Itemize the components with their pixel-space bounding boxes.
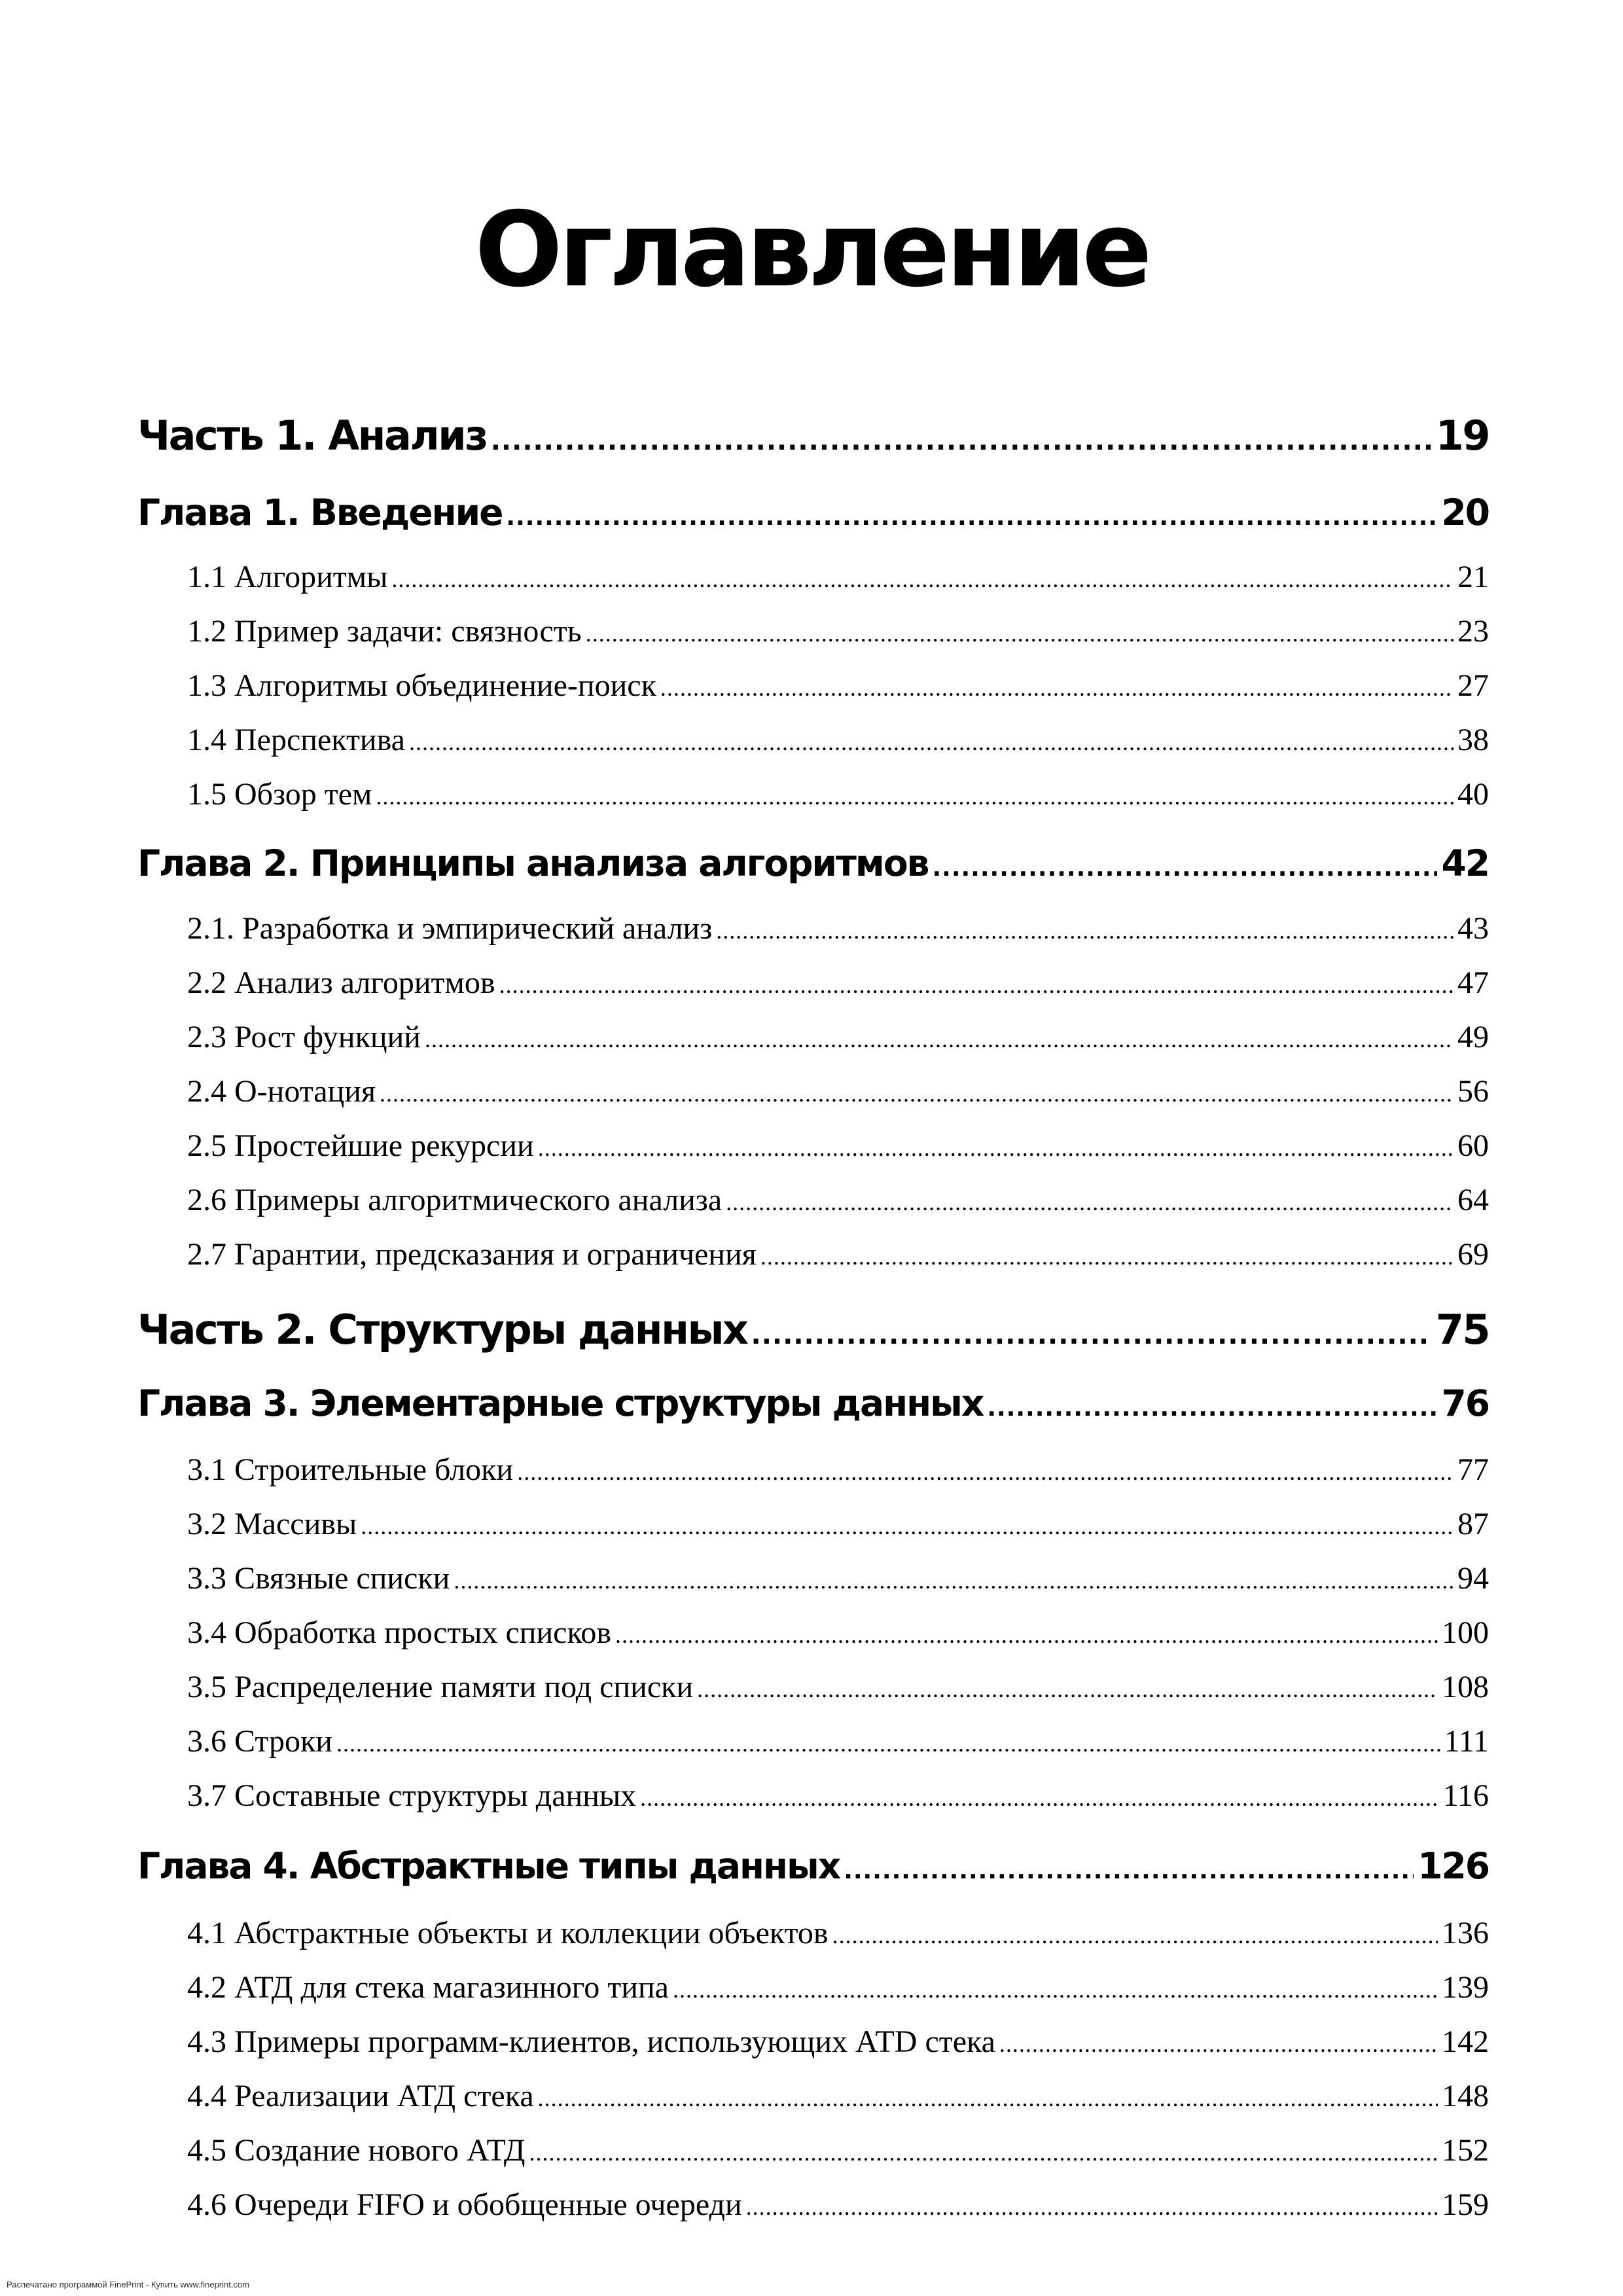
toc-label: 1.4 Перспектива [187,723,405,757]
toc-label: 3.1 Строительные блоки [187,1452,514,1487]
toc-chapter [137,1380,1489,1426]
toc-part [137,1305,1489,1355]
toc-section [187,1968,1489,2007]
toc-page-number: 111 [1444,1724,1489,1759]
toc-label: 1.2 Пример задачи: связность [187,614,582,649]
toc-chapter [137,490,1489,535]
dot-leader [615,1615,1438,1655]
toc-label: 3.3 Связные списки [187,1561,450,1596]
toc-page-number: 142 [1442,2024,1489,2059]
toc-page-number: 136 [1442,1916,1489,1950]
dot-leader [716,911,1454,950]
toc-label: 3.5 Распределение памяти под списки [187,1670,694,1704]
toc-section [187,1181,1489,1220]
toc-page-number: 159 [1442,2187,1489,2222]
toc-label: Часть 1. Анализ [137,412,487,459]
toc-label: 1.3 Алгоритмы объединение-поиск [187,668,656,703]
toc-section [187,1776,1489,1816]
toc-label: 2.1. Разработка и эмпирический анализ [187,911,713,946]
dot-leader [336,1724,1440,1763]
toc-label: 2.2 Анализ алгоритмов [187,965,495,1000]
toc-chapter [137,840,1489,886]
toc-page-number: 100 [1442,1615,1489,1650]
toc-label: 3.6 Строки [187,1724,332,1759]
toc-section [187,558,1489,597]
toc-section [187,1914,1489,1953]
toc-page-number: 69 [1457,1237,1489,1272]
dot-leader [751,1310,1432,1360]
toc-label: 2.5 Простейшие рекурсии [187,1128,534,1163]
dot-leader [697,1670,1438,1709]
toc-page-number: 76 [1441,1382,1489,1424]
toc-section [187,775,1489,814]
toc-label: 2.6 Примеры алгоритмического анализа [187,1183,722,1217]
toc-label: 4.4 Реализации АТД стека [187,2079,534,2113]
print-footer: Распечатано программой FinePrint - Купить www.fineprint.com [7,2280,250,2289]
toc-section [187,721,1489,760]
dot-leader [673,1970,1438,2009]
toc-label: 1.1 Алгоритмы [187,560,388,594]
dot-leader [726,1183,1454,1222]
dot-leader [506,495,1437,541]
toc-section [187,2077,1489,2116]
toc-label: 4.1 Абстрактные объекты и коллекции объектов [187,1916,829,1950]
toc-page-number: 108 [1442,1670,1489,1704]
toc-label: 4.6 Очереди FIFO и обобщенные очереди [187,2187,742,2222]
toc-page-number: 126 [1418,1845,1489,1887]
toc-section [187,2131,1489,2170]
dot-leader [987,1386,1437,1431]
dot-leader [491,416,1432,466]
toc-page-number: 43 [1457,911,1489,946]
dot-leader [517,1452,1454,1492]
toc-section [187,1668,1489,1707]
toc-section [187,909,1489,948]
toc-label: Часть 2. Структуры данных [137,1306,747,1354]
toc-label: Глава 4. Абстрактные типы данных [137,1845,840,1887]
toc-section [187,1722,1489,1761]
dot-leader [391,560,1454,599]
toc-section [187,1018,1489,1057]
toc-page-number: 23 [1457,614,1489,649]
toc-section [187,1613,1489,1653]
toc-label: Глава 3. Элементарные структуры данных [137,1382,984,1424]
dot-leader [361,1507,1454,1546]
dot-leader [999,2024,1438,2064]
dot-leader [529,2133,1438,2172]
toc-page-number: 77 [1457,1452,1489,1487]
toc-page-number: 139 [1442,1970,1489,2005]
toc-section [187,1126,1489,1166]
toc-page-number: 21 [1457,560,1489,594]
toc-page-number: 40 [1457,777,1489,812]
toc-label: 2.4 О-нотация [187,1074,376,1109]
toc-page-number: 152 [1442,2133,1489,2168]
dot-leader [746,2187,1438,2227]
dot-leader [376,777,1454,816]
dot-leader [454,1561,1454,1600]
toc-section [187,2185,1489,2225]
page-title: Оглавление [474,190,1149,310]
toc-label: 4.5 Создание нового АТД [187,2133,526,2168]
dot-leader [499,965,1454,1005]
dot-leader [832,1916,1438,1955]
toc-section [187,1505,1489,1544]
toc-section [187,612,1489,651]
dot-leader [538,1128,1454,1168]
toc-page-number: 60 [1457,1128,1489,1163]
toc-page-number: 38 [1457,723,1489,757]
toc-section [187,2022,1489,2062]
toc-page-number: 49 [1457,1020,1489,1054]
toc-label: 1.5 Обзор тем [187,777,372,812]
toc-label: Глава 1. Введение [137,492,503,533]
toc-page-number: 94 [1457,1561,1489,1596]
toc-section [187,1450,1489,1490]
dot-leader [538,2079,1438,2118]
toc-label: 3.7 Составные структуры данных [187,1778,637,1813]
dot-leader [409,723,1454,762]
dot-leader [932,846,1437,891]
toc-page-number: 56 [1457,1074,1489,1109]
dot-leader [640,1778,1439,1818]
toc-page-number: 19 [1435,412,1489,459]
toc-page-number: 75 [1435,1306,1489,1354]
toc-label: Глава 2. Принципы анализа алгоритмов [137,842,929,884]
toc-page-number: 116 [1442,1778,1489,1813]
dot-leader [380,1074,1454,1113]
toc-page-number: 64 [1457,1183,1489,1217]
toc-section [187,963,1489,1003]
toc-part [137,411,1489,461]
toc-page-number: 87 [1457,1507,1489,1541]
toc-label: 2.7 Гарантии, предсказания и ограничения [187,1237,757,1272]
dot-leader [586,614,1454,653]
toc-section [187,666,1489,706]
dot-leader [425,1020,1454,1059]
toc-page-number: 20 [1441,492,1489,533]
toc-page-number: 42 [1441,842,1489,884]
toc-page-number: 27 [1457,668,1489,703]
toc-label: 4.2 АТД для стека магазинного типа [187,1970,669,2005]
toc-chapter [137,1843,1489,1889]
toc-section [187,1235,1489,1274]
toc-label: 3.4 Обработка простых списков [187,1615,611,1650]
toc-page-number: 148 [1442,2079,1489,2113]
toc-label: 4.3 Примеры программ-клиентов, использующих АТD стека [187,2024,995,2059]
toc-section [187,1072,1489,1111]
dot-leader [760,1237,1454,1276]
dot-leader [844,1848,1414,1894]
toc-label: 3.2 Массивы [187,1507,357,1541]
toc-section [187,1559,1489,1598]
dot-leader [660,668,1454,708]
toc-label: 2.3 Рост функций [187,1020,421,1054]
toc-page-number: 47 [1457,965,1489,1000]
